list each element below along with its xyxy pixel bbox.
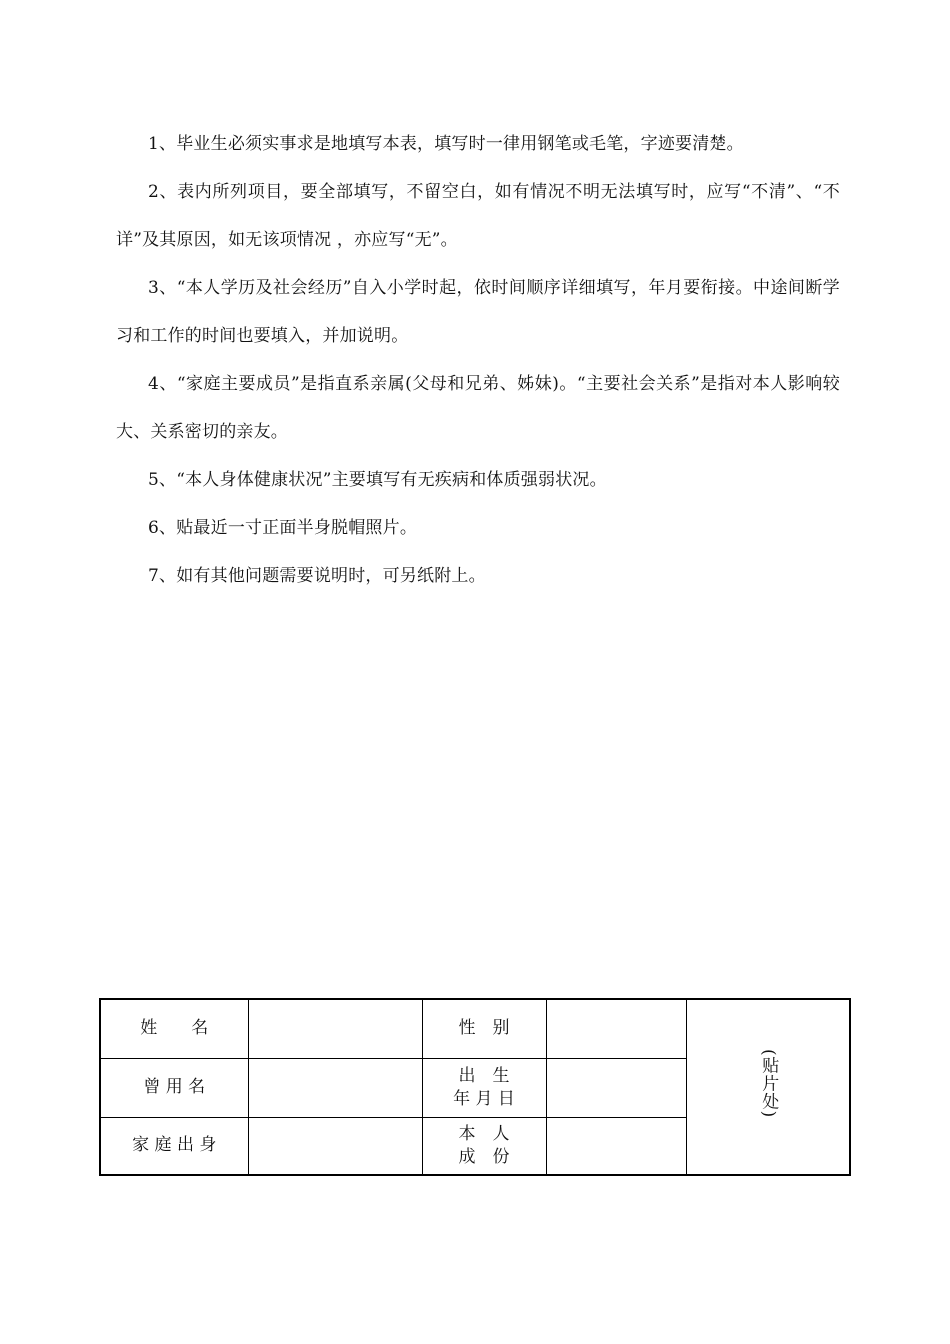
instruction-item-3: 3、“本人学历及社会经历”自入小学时起，依时间顺序详细填写，年月要衔接。中途间断学习和工作的时间也要填入，并加说明。: [116, 278, 840, 346]
birth-field[interactable]: [546, 1058, 686, 1117]
personal-info-form: [99, 998, 851, 1176]
former-name-label: 曾 用 名: [143, 1077, 206, 1097]
name-label: 姓 名: [140, 1018, 209, 1039]
instruction-item-4: 4、“家庭主要成员”是指直系亲属(父母和兄弟、姊妹)。“主要社会关系”是指对本人影响较大、关系密切的亲友。: [116, 374, 840, 442]
instruction-item-5: 5、“本人身体健康状况”主要填写有无疾病和体质强弱状况。: [148, 470, 607, 490]
birth-label-line1: 出 生: [458, 1065, 510, 1086]
gender-field[interactable]: [546, 999, 686, 1058]
instruction-item-1: 1、毕业生必须实事求是地填写本表，填写时一律用钢笔或毛笔，字迹要清楚。: [148, 134, 744, 154]
name-field[interactable]: [248, 999, 422, 1058]
birth-label-line2: 年 月 日: [453, 1088, 515, 1109]
former-name-label-cell: [100, 1058, 248, 1117]
instruction-item-2: 2、表内所列项目，要全部填写，不留空白，如有情况不明无法填写时，应写“不清”、“不详”及其原因，如无该项情况 ，亦应写“无”。: [116, 182, 840, 250]
instruction-item-6: 6、贴最近一寸正面半身脱帽照片。: [148, 518, 418, 538]
birth-label-cell: [422, 1058, 546, 1117]
name-label-cell: [100, 999, 248, 1058]
photo-label: (贴片处): [758, 1048, 779, 1119]
instruction-item-7: 7、如有其他问题需要说明时，可另纸附上。: [148, 566, 486, 586]
photo-area[interactable]: [686, 999, 850, 1175]
family-origin-label-cell: [100, 1117, 248, 1175]
family-origin-label: 家 庭 出 身: [132, 1135, 217, 1156]
status-label-line2: 成 份: [458, 1146, 510, 1167]
gender-label: 性 别: [458, 1018, 510, 1039]
family-origin-field[interactable]: [248, 1117, 422, 1175]
gender-label-cell: [422, 999, 546, 1058]
status-label-line1: 本 人: [458, 1123, 510, 1144]
former-name-field[interactable]: [248, 1058, 422, 1117]
status-field[interactable]: [546, 1117, 686, 1175]
status-label-cell: [422, 1117, 546, 1175]
instructions-section: [116, 120, 840, 600]
